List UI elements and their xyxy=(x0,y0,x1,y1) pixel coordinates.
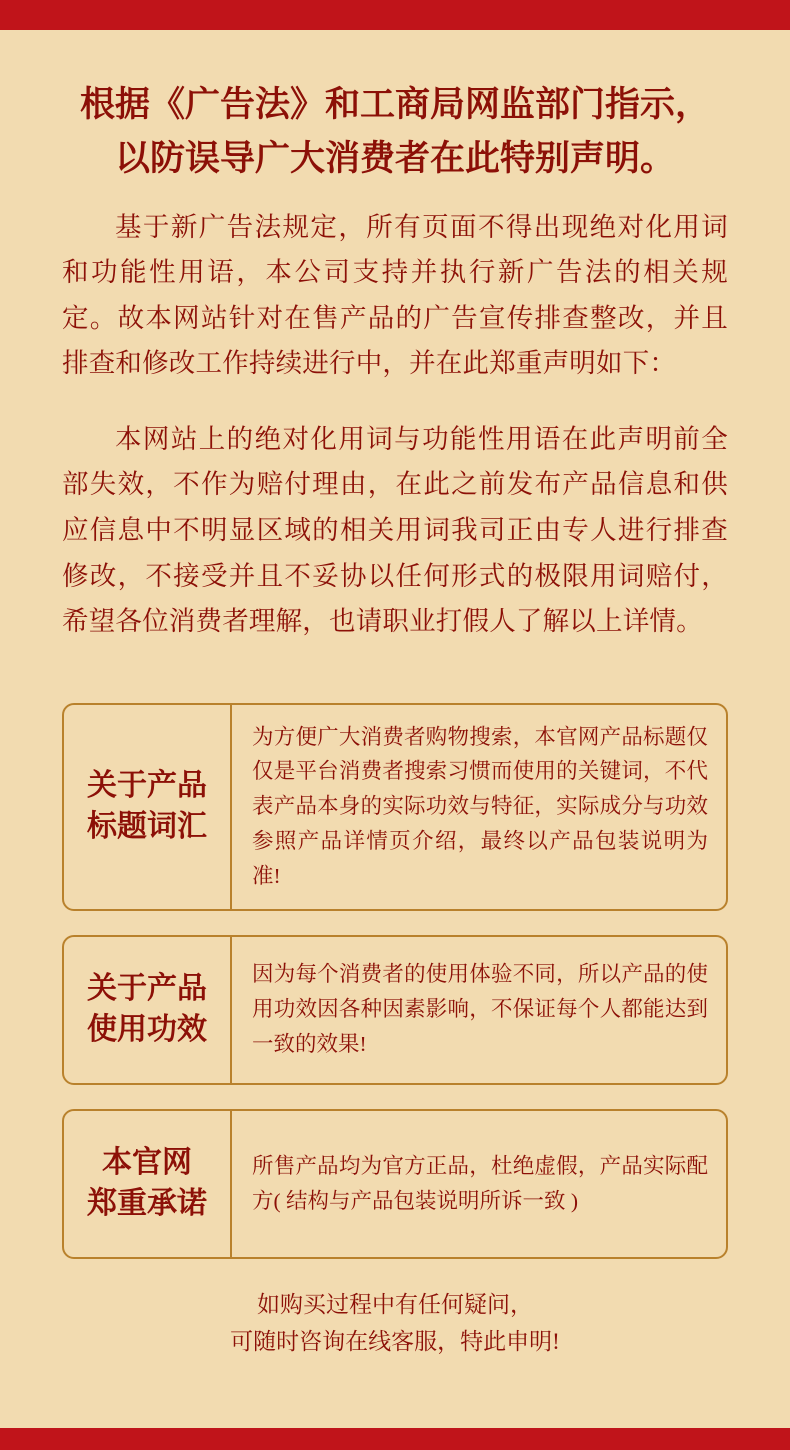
bottom-red-bar xyxy=(0,1428,790,1450)
page-title-line-2: 以防误导广大消费者在此特别声明。 xyxy=(114,139,675,179)
card-product-effect-label xyxy=(64,937,232,1083)
card-product-effect-text: 因为每个消费者的使用体验不同，所以产品的使用功效因各种因素影响，不保证每个人都能达到一致的效果! xyxy=(252,962,708,1057)
card-product-effect-label-line-2: 使用功效 xyxy=(87,1012,207,1046)
card-official-promise-label-line-2: 郑重承诺 xyxy=(87,1186,207,1220)
card-official-promise-label xyxy=(64,1111,232,1257)
card-product-title-text: 为方便广大消费者购物搜索，本官网产品标题仅仅是平台消费者搜索习惯而使用的关键词，不代表产品本身的实际功效与特征，实际成分与功效参照产品详情页介绍，最终以产品包装说明为准! xyxy=(252,724,708,888)
footer-note xyxy=(62,1287,728,1361)
page-title xyxy=(62,78,728,187)
card-product-title-label xyxy=(64,705,232,909)
card-product-effect xyxy=(62,935,728,1085)
card-official-promise-text: 所售产品均为官方正品，杜绝虚假，产品实际配方( 结构与产品包装说明所诉一致 ) xyxy=(252,1153,708,1213)
statement-cards xyxy=(62,703,728,1259)
card-product-title-label-line-2: 标题词汇 xyxy=(87,809,207,843)
panel-inner xyxy=(0,30,790,1360)
paragraph-2: 本网站上的绝对化用词与功能性用语在此声明前全部失效，不作为赔付理由，在此之前发布产品信息和供应信息中不明显区域的相关用词我司正由专人进行排查修改，不接受并且不妥协以任何形式的极限用词赔付，希望各位消费者理解，也请职业打假人了解以上详情。 xyxy=(62,423,728,637)
card-official-promise-label-line-1: 本官网 xyxy=(102,1146,192,1180)
card-official-promise-body xyxy=(232,1111,726,1257)
card-product-title-label-line-1: 关于产品 xyxy=(87,769,207,803)
card-product-title xyxy=(62,703,728,911)
footer-note-line-1: 如购买过程中有任何疑问， xyxy=(257,1291,533,1317)
card-product-title-body xyxy=(232,705,726,909)
page-title-line-1: 根据《广告法》和工商局网监部门指示， xyxy=(79,85,710,124)
paragraph-1: 基于新广告法规定，所有页面不得出现绝对化用词和功能性用语，本公司支持并执行新广告法的相关规定。故本网站针对在售产品的广告宣传排查整改，并且排查和修改工作持续进行中，并在此郑重声明如下： xyxy=(62,211,728,379)
footer-note-line-2: 可随时咨询在线客服，特此申明! xyxy=(230,1328,560,1354)
top-red-bar xyxy=(0,0,790,30)
card-official-promise xyxy=(62,1109,728,1259)
card-product-effect-body xyxy=(232,937,726,1083)
card-product-effect-label-line-1: 关于产品 xyxy=(87,972,207,1006)
disclaimer-panel xyxy=(0,30,790,1428)
